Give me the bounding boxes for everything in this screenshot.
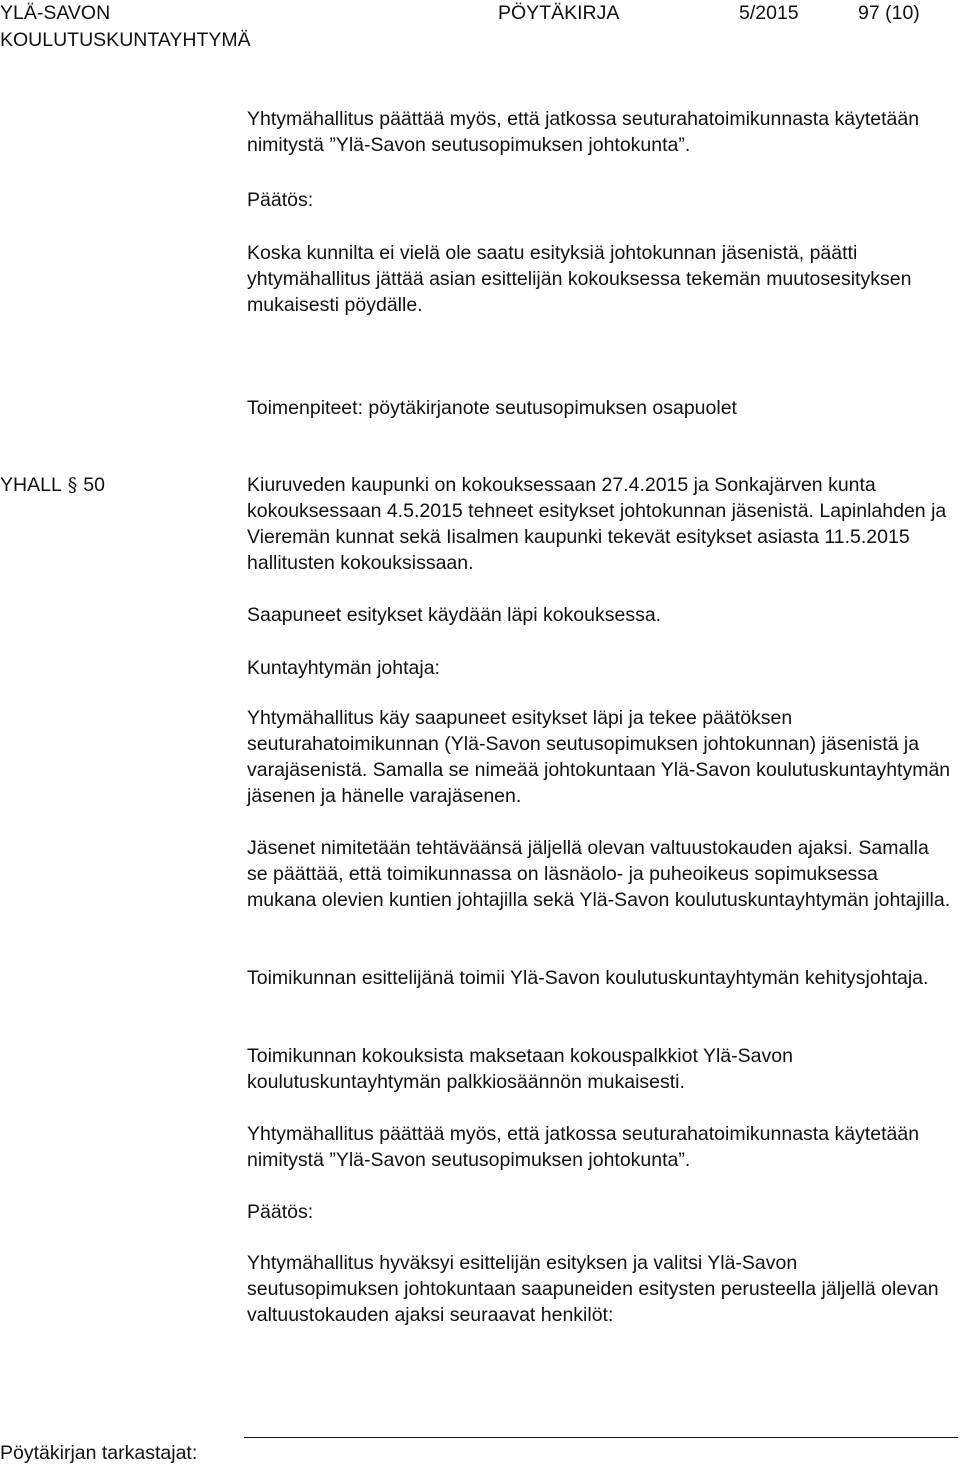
decision-label-2: Päätös: xyxy=(247,1201,314,1223)
section-prefix: YHALL xyxy=(0,474,62,496)
paragraph-decision-1: Koska kunnilta ei vielä ole saatu esityksiä johtokunnan jäsenistä, päätti yhtymähallitus jättää asian esittelijän kokouksessa tekemän muutosesityksen mukaisesti pöydälle. xyxy=(247,242,912,316)
paragraph-board-decision: Yhtymähallitus käy saapuneet esitykset läpi ja tekee päätöksen seuturahatoimikunnan (Ylä-Savon seutusopimuksen johtokunnan) jäsenistä ja varajäsenistä. Samalla se nimeää johtokuntaan Ylä-Savon koulutuskuntayhtymän jäsenen ja hänelle varajäsenen. xyxy=(247,707,951,807)
paragraph-municipal-proposals: Kiuruveden kaupunki on kokouksessaan 27.4.2015 ja Sonkajärven kunta kokouksessaan 4.5.2015 tehneet esitykset johtokunnan jäsenistä. Lapinlahden ja Vieremän kunnat sekä Iisalmen kaupunki tekevät esitykset asiasta 11.5.2015 hallitusten kokouksissaan. xyxy=(247,474,947,574)
organization-name-line2: KOULUTUSKUNTAYHTYMÄ xyxy=(0,29,251,51)
section-number: 50 xyxy=(83,474,105,496)
minutes-reviewers-label: Pöytäkirjan tarkastajat: xyxy=(0,1442,198,1464)
paragraph-review-in-meeting: Saapuneet esitykset käydään läpi kokouksessa. xyxy=(247,604,662,626)
paragraph-name-change-2: Yhtymähallitus päättää myös, että jatkossa seuturahatoimikunnasta käytetään nimitystä ”Ylä-Savon seutusopimuksen johtokunta”. xyxy=(247,1123,920,1171)
paragraph-presenter: Toimikunnan esittelijänä toimii Ylä-Savon koulutuskuntayhtymän kehitysjohtaja. xyxy=(247,967,929,989)
section-symbol: § xyxy=(67,474,78,496)
document-header-organization xyxy=(0,0,251,54)
signature-line xyxy=(244,1437,958,1438)
paragraph-name-change-1: Yhtymähallitus päättää myös, että jatkossa seuturahatoimikunnasta käytetään nimitystä ”Ylä-Savon seutusopimuksen johtokunta”. xyxy=(247,108,920,156)
decision-label-1: Päätös: xyxy=(247,189,314,211)
paragraph-decision-2: Yhtymähallitus hyväksyi esittelijän esityksen ja valitsi Ylä-Savon seutusopimuksen johtokuntaan saapuneiden esitysten perusteella jäljellä olevan valtuustokauden ajaksi seuraavat henkilöt: xyxy=(247,1252,939,1326)
paragraph-meeting-fees: Toimikunnan kokouksista maksetaan kokouspalkkiot Ylä-Savon koulutuskuntayhtymän palkkiosäännön mukaisesti. xyxy=(247,1045,793,1093)
director-label: Kuntayhtymän johtaja: xyxy=(247,657,440,679)
page-number: 97 (10) xyxy=(858,2,920,24)
paragraph-members-term: Jäsenet nimitetään tehtäväänsä jäljellä olevan valtuustokauden ajaksi. Samalla se päättää, että toimikunnassa on läsnäolo- ja puheoikeus sopimuksessa mukana olevien kuntien johtajilla sekä Ylä-Savon koulutuskuntayhtymän johtajilla. xyxy=(247,837,951,911)
actions-line: Toimenpiteet: pöytäkirjanote seutusopimuksen osapuolet xyxy=(247,397,737,419)
section-label xyxy=(0,472,105,498)
document-type: PÖYTÄKIRJA xyxy=(498,2,620,24)
organization-name-line1: YLÄ-SAVON xyxy=(0,2,111,24)
document-number: 5/2015 xyxy=(739,2,799,24)
